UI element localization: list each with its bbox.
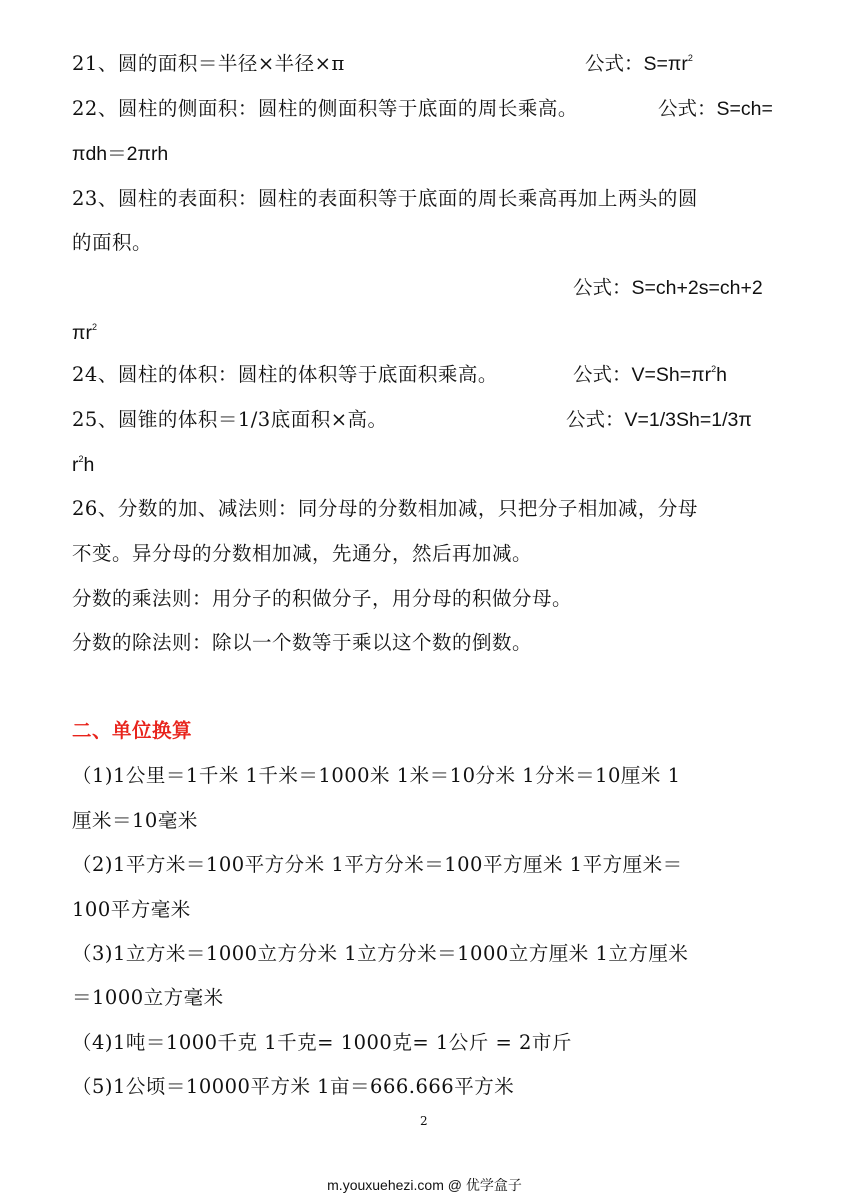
unit-1-line1: （1)1公里＝1千米 1千米＝1000米 1米＝10分米 1分米＝10厘米 1	[72, 764, 681, 787]
unit-3-line2: ＝1000立方毫米	[72, 986, 224, 1009]
footer-watermark: m.youxuehezi.com @ 优学盒子	[327, 1177, 522, 1193]
item-26-line2: 不变。异分母的分数相加减，先通分，然后再加减。	[72, 542, 533, 565]
item-24: 24、圆柱的体积：圆柱的体积等于底面积乘高。	[72, 363, 498, 386]
item-23-line1: 23、圆柱的表面积：圆柱的表面积等于底面的周长乘高再加上两头的圆	[72, 187, 698, 210]
unit-5: （5)1公顷＝10000平方米 1亩＝666.666平方米	[72, 1075, 515, 1098]
page-number: 2	[420, 1114, 428, 1128]
item-23-line2: 的面积。	[72, 231, 153, 254]
item-22-formula-cont: πdh＝2πrh	[72, 143, 169, 165]
item-23-formula: 公式：S=ch+2s=ch+2	[573, 276, 763, 299]
fraction-division-rule: 分数的除法则：除以一个数等于乘以这个数的倒数。	[72, 631, 533, 654]
item-22-formula: 公式：S=ch=	[658, 97, 773, 120]
item-24-formula: 公式：$V=Sh=\pi r^2h$	[573, 363, 727, 386]
item-26-line1: 26、分数的加、减法则：同分母的分数相加减，只把分子相加减，分母	[72, 497, 698, 520]
item-25: 25、圆锥的体积＝1/3底面积×高。	[72, 408, 388, 431]
item-21-formula: 公式：$S=\pi r^2$	[585, 52, 693, 75]
unit-4: （4)1吨＝1000千克 1千克= 1000克= 1公斤 = 2市斤	[72, 1031, 572, 1054]
unit-3-line1: （3)1立方米＝1000立方分米 1立方分米＝1000立方厘米 1立方厘米	[72, 942, 689, 965]
item-21: 21、圆的面积＝半径×半径×π	[72, 52, 345, 75]
unit-2-line2: 100平方毫米	[72, 898, 191, 921]
section-title-unit-conversion: 二、单位换算	[72, 719, 193, 742]
item-23-formula-cont: $\pi r^2$	[72, 322, 97, 344]
unit-1-line2: 厘米＝10毫米	[72, 809, 198, 832]
fraction-multiplication-rule: 分数的乘法则：用分子的积做分子，用分母的积做分母。	[72, 587, 573, 610]
item-25-formula: 公式：V=1/3Sh=1/3π	[566, 408, 752, 431]
item-22: 22、圆柱的侧面积：圆柱的侧面积等于底面的周长乘高。	[72, 97, 578, 120]
unit-2-line1: （2)1平方米＝100平方分米 1平方分米＝100平方厘米 1平方厘米＝	[72, 853, 683, 876]
item-25-formula-cont: $r^2h$	[72, 454, 95, 476]
